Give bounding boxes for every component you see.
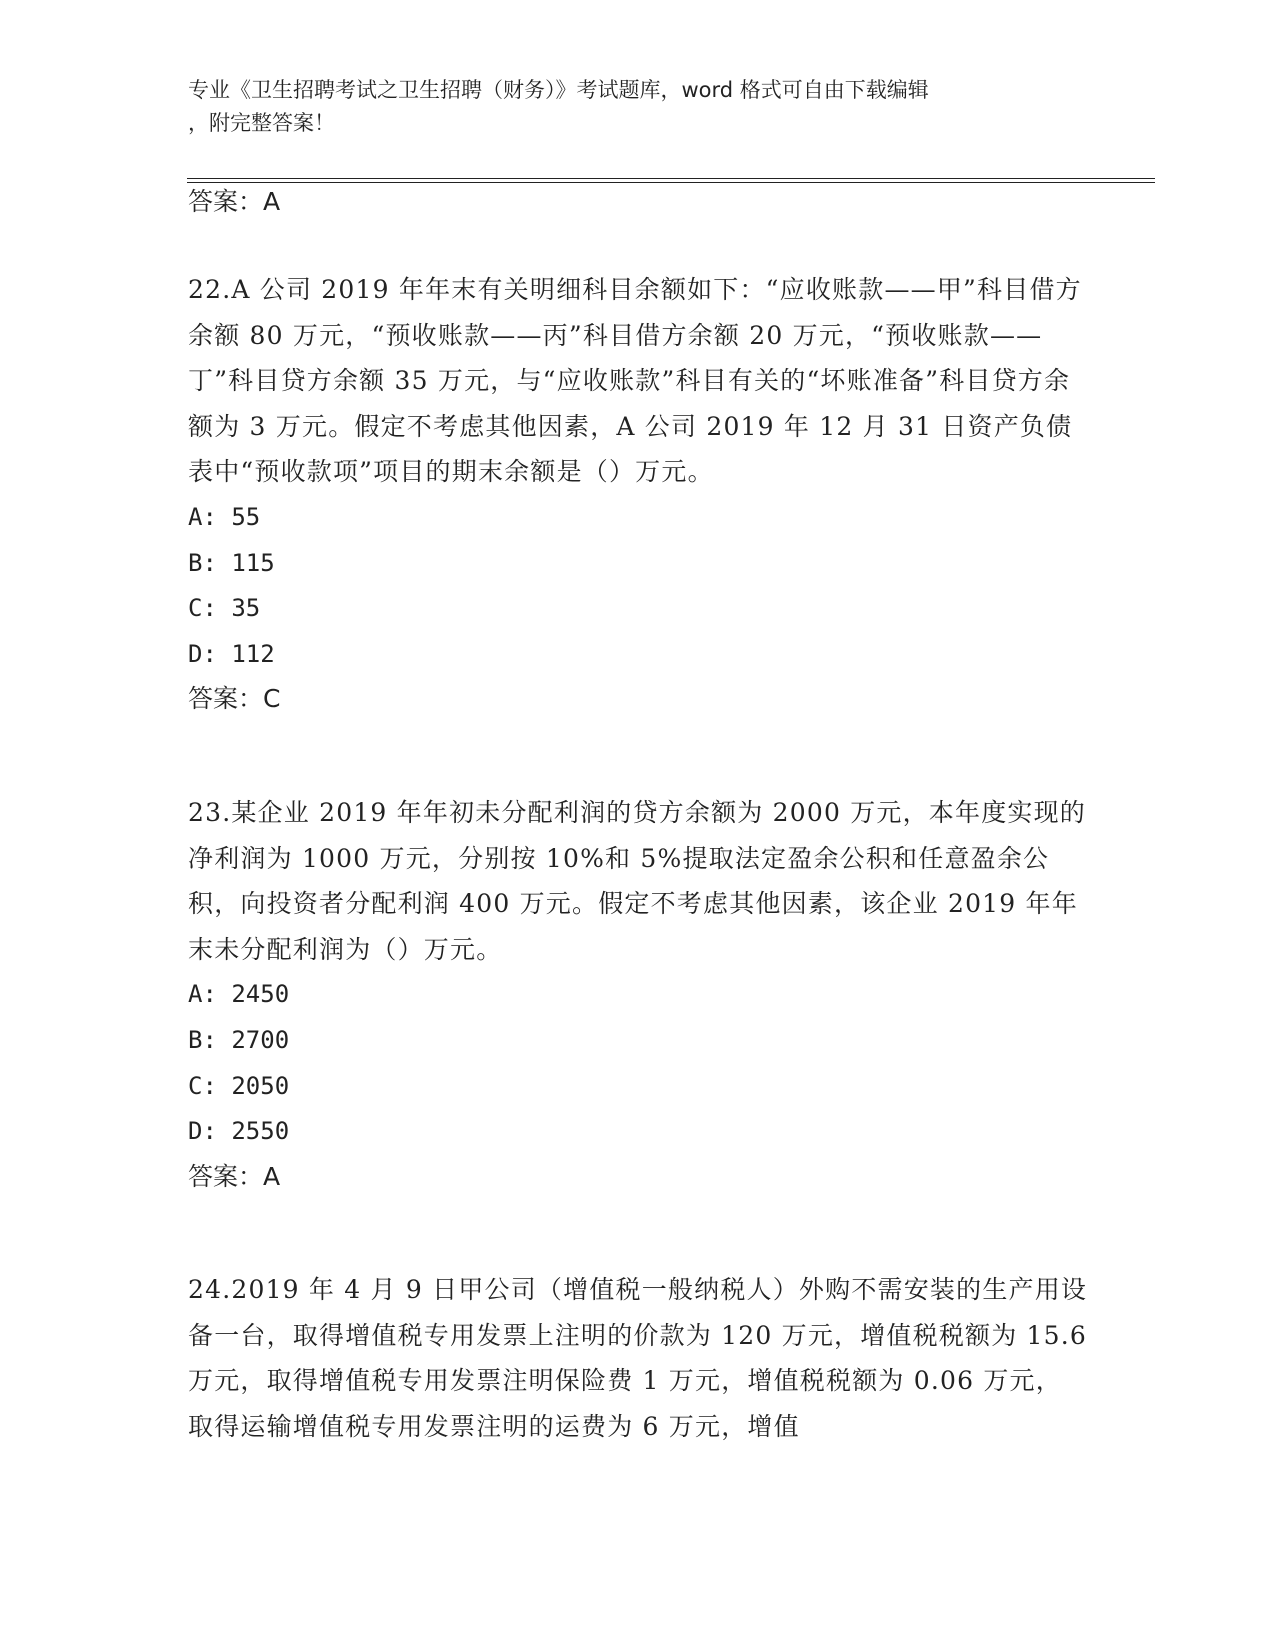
option-b: B: 2700 xyxy=(188,1025,290,1054)
header-line-1: 专业《卫生招聘考试之卫生招聘（财务）》考试题库，word 格式可自由下载编辑 xyxy=(188,78,929,102)
question-24 xyxy=(188,1267,1088,1449)
header-divider-top xyxy=(187,178,1155,179)
answer-label: 答案：A xyxy=(188,1161,281,1191)
option-a: A: 55 xyxy=(188,502,261,531)
option-c: C: 2050 xyxy=(188,1071,290,1100)
question-text: 22.A 公司 2019 年年末有关明细科目余额如下：“应收账款——甲”科目借方余额 80 万元，“预收账款——丙”科目借方余额 20 万元，“预收账款——丁”科目贷方余额 35 万元，与“应收账款”科目有关的“坏账准备”科目贷方余额为 3 万元。假定不考虑其他因素，A 公司 2019 年 12 月 31 日资产负债表中“预收款项”项目的期末余额是（）万元。 xyxy=(188,275,1082,487)
question-22 xyxy=(188,267,1088,721)
option-a: A: 2450 xyxy=(188,980,290,1009)
option-d: D: 112 xyxy=(188,639,275,668)
option-c: C: 35 xyxy=(188,594,261,623)
question-text: 23.某企业 2019 年年初未分配利润的贷方余额为 2000 万元，本年度实现的净利润为 1000 万元，分别按 10%和 5%提取法定盈余公积和任意盈余公积，向投资者分配利润 400 万元。假定不考虑其他因素，该企业 2019 年年末未分配利润为（）万元。 xyxy=(188,798,1086,964)
previous-answer: 答案：A xyxy=(188,187,281,216)
header-line-2: ，附完整答案！ xyxy=(188,111,335,135)
option-b: B: 115 xyxy=(188,548,275,577)
question-text: 24.2019 年 4 月 9 日甲公司（增值税一般纳税人）外购不需安装的生产用设备一台，取得增值税专用发票上注明的价款为 120 万元，增值税税额为 15.6 万元，取得增值税专用发票注明保险费 1 万元，增值税税额为 0.06 万元，取得运输增值税专用发票注明的运费为 6 万元，增值 xyxy=(188,1275,1088,1441)
answer-label: 答案：C xyxy=(188,684,281,714)
question-23 xyxy=(188,790,1088,1199)
page-header xyxy=(188,74,1088,140)
option-d: D: 2550 xyxy=(188,1117,290,1146)
